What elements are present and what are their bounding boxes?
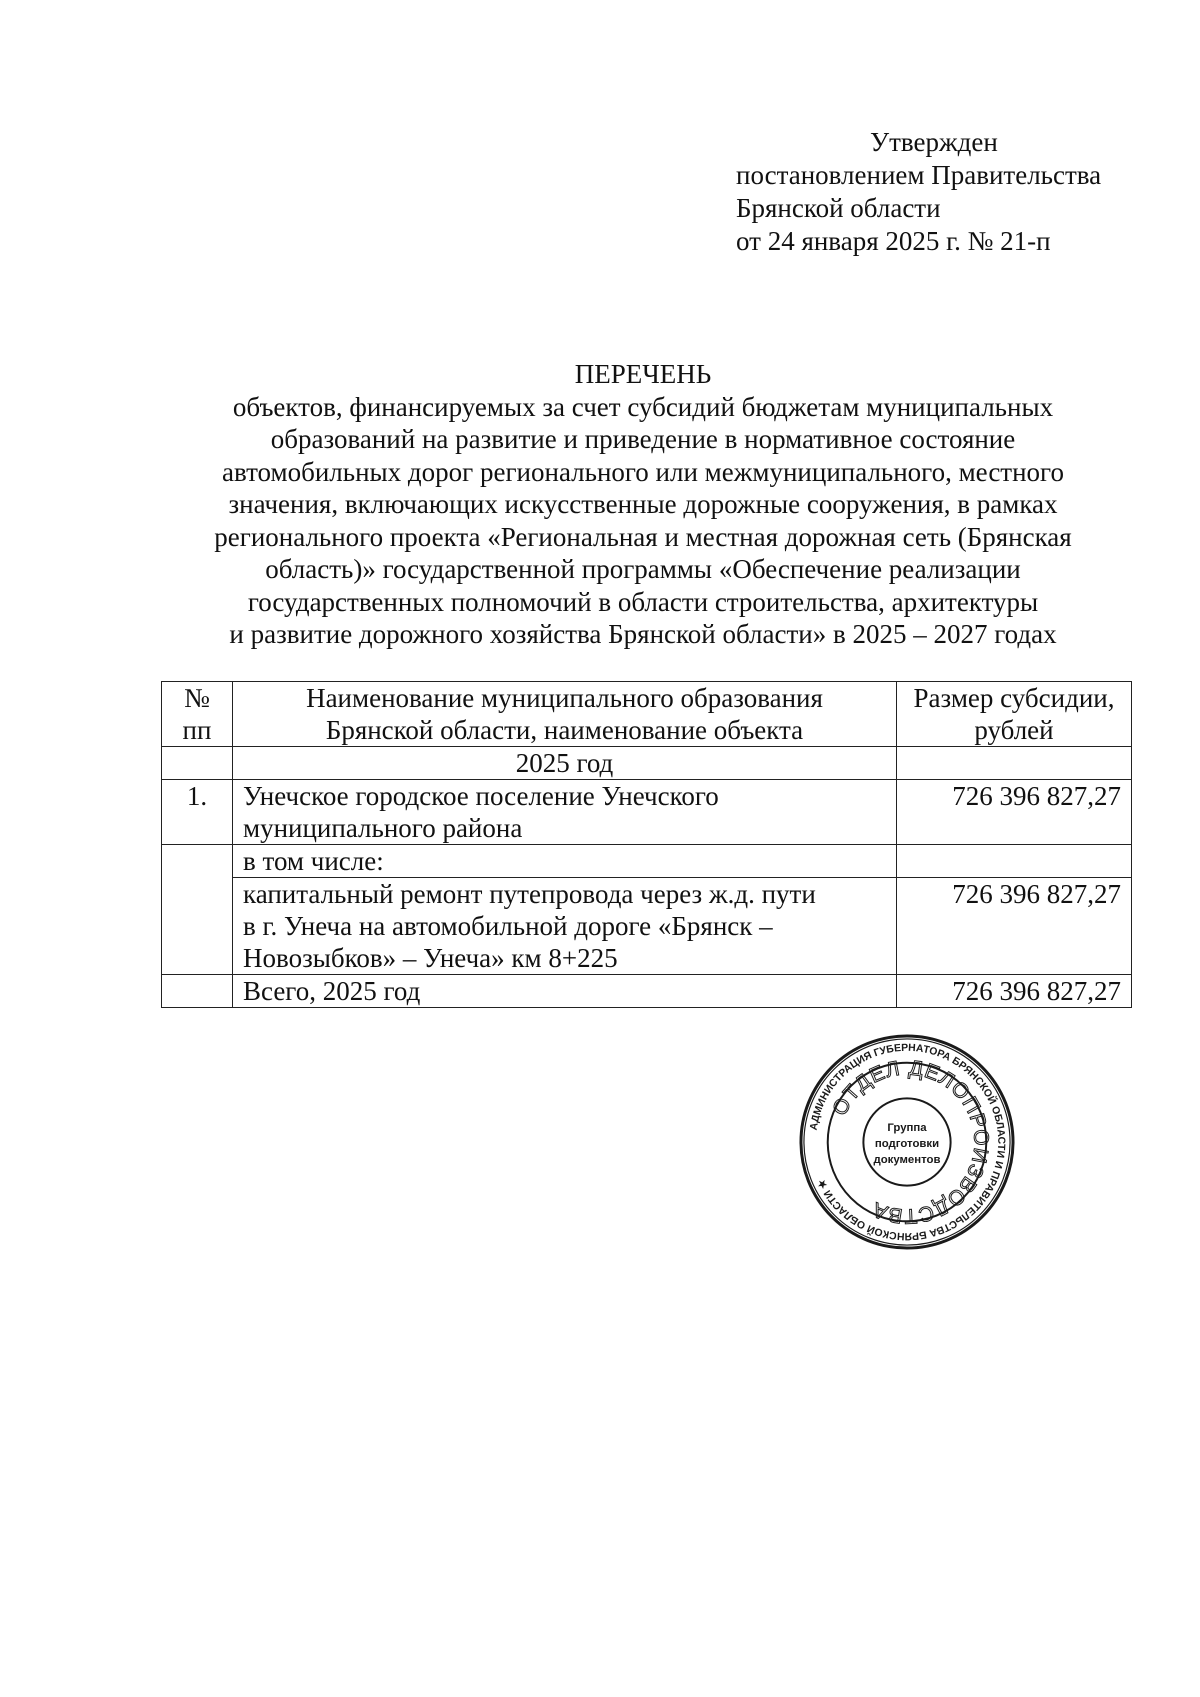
- object-name-line-2: в г. Унеча на автомобильной дороге «Брянск –: [243, 911, 773, 941]
- year-row-num: [162, 747, 233, 780]
- total-num: [162, 975, 233, 1008]
- total-amount: 726 396 827,27: [897, 975, 1132, 1008]
- object-name: [233, 878, 897, 975]
- document-heading: ПЕРЕЧЕНЬ: [574, 359, 712, 389]
- including-label: в том числе:: [233, 845, 897, 878]
- table-header-row: [162, 682, 1132, 747]
- object-name-line-3: Новозыбков» – Унеча» км 8+225: [243, 943, 618, 973]
- year-row: [162, 747, 1132, 780]
- approval-line-2: постановлением Правительства: [736, 160, 1102, 190]
- table-row: [162, 780, 1132, 845]
- year-row-amount: [897, 747, 1132, 780]
- row-name-line-1: Унечское городское поселение Унечского: [243, 781, 719, 811]
- approval-line-4: от 24 января 2025 г. № 21-п: [736, 226, 1051, 256]
- object-name-line-1: капитальный ремонт путепровода через ж.д. пути: [243, 879, 816, 909]
- subtitle-line: автомобильных дорог регионального или межмуниципального, местного: [222, 456, 1064, 487]
- subtitle-line: и развитие дорожного хозяйства Брянской области» в 2025 – 2027 годах: [229, 619, 1057, 649]
- approval-line-1: Утвержден: [870, 127, 998, 157]
- stamp-center-line-2: подготовки: [874, 1137, 940, 1150]
- approval-line-3: Брянской области: [736, 193, 941, 223]
- year-row-label: 2025 год: [233, 747, 897, 780]
- row-name: [233, 780, 897, 845]
- including-amount: [897, 845, 1132, 878]
- object-amount: 726 396 827,27: [897, 878, 1132, 975]
- subtitle-line: область)» государственной программы «Обеспечение реализации: [265, 554, 1021, 584]
- header-num-line-2: пп: [182, 715, 212, 745]
- header-name-line-1: Наименование муниципального образования: [306, 683, 823, 713]
- official-seal-stamp: [798, 1033, 1016, 1251]
- title-block: [150, 358, 1136, 651]
- objects-table: [161, 681, 1132, 1008]
- stamp-inner-text: ОТДЕЛ ДЕЛОПРОИЗВОДСТВА: [828, 1056, 993, 1228]
- including-num: [162, 845, 233, 975]
- object-row: [162, 878, 1132, 975]
- header-amount: [897, 682, 1132, 747]
- header-amount-line-2: рублей: [974, 715, 1054, 745]
- subtitle-line: значения, включающих искусственные дорожные сооружения, в рамках: [228, 489, 1058, 519]
- subtitle-line: объектов, финансируемых за счет субсидий бюджетам муниципальных: [232, 391, 1054, 422]
- header-name: [233, 682, 897, 747]
- stamp-center-line-3: документов: [873, 1153, 941, 1166]
- subtitle-line: регионального проекта «Региональная и местная дорожная сеть (Брянская: [214, 521, 1072, 552]
- header-num: [162, 682, 233, 747]
- total-row: [162, 975, 1132, 1008]
- header-amount-line-1: Размер субсидии,: [913, 683, 1115, 713]
- subtitle-line: государственных полномочий в области строительства, архитектуры: [247, 586, 1039, 617]
- subtitle-line: образований на развитие и приведение в нормативное состояние: [270, 424, 1016, 454]
- approval-block: [736, 126, 1101, 258]
- stamp-center-line-1: Группа: [887, 1122, 927, 1135]
- row-name-line-2: муниципального района: [243, 813, 523, 843]
- row-amount: 726 396 827,27: [897, 780, 1132, 845]
- including-row: [162, 845, 1132, 878]
- header-num-line-1: №: [184, 683, 210, 713]
- document-subtitle: [150, 391, 1136, 651]
- header-name-line-2: Брянской области, наименование объекта: [325, 715, 804, 745]
- stamp-outer-text: АДМИНИСТРАЦИЯ ГУБЕРНАТОРА БРЯНСКОЙ ОБЛАСТИ И ПРАВИТЕЛЬСТВА БРЯНСКОЙ ОБЛАСТИ ★: [808, 1042, 1007, 1242]
- row-num: 1.: [162, 780, 233, 845]
- total-label: Всего, 2025 год: [233, 975, 897, 1008]
